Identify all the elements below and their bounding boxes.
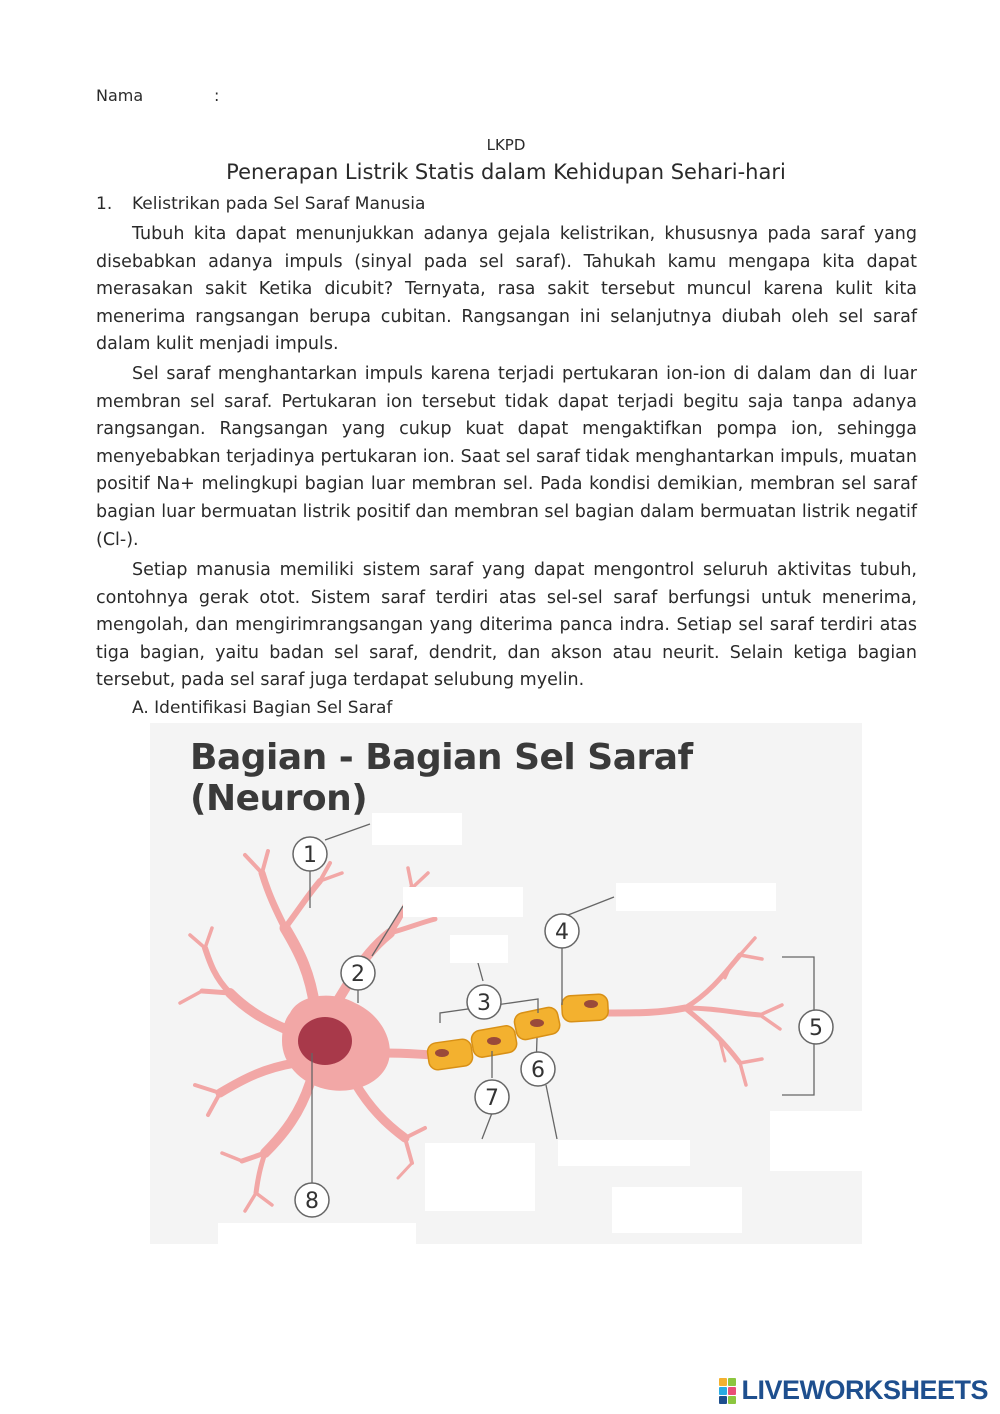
answer-box-8[interactable] — [612, 1187, 742, 1233]
label-number-3: 3 — [477, 991, 491, 1016]
paragraph-2: Sel saraf menghantarkan impuls karena terjadi pertukaran ion-ion di dalam dan di luar membran sel saraf. Pertukaran ion tersebut tidak dapat terjadi begitu saja tanpa adanya rangsangan. Rangsangan yang cukup kuat dapat mengaktifkan pompa ion, sehingga menyebabkan terjadinya pertukaran ion. Saat sel saraf tidak menghantarkan impuls, muatan positif Na+ melingkupi bagian luar membran sel. Pada kondisi demikian, membran sel saraf bagian luar bermuatan listrik positif dan membran sel bagian dalam bermuatan listrik negatif (Cl-). — [96, 364, 917, 550]
cell-body — [282, 996, 390, 1091]
myelin-sheath — [426, 994, 608, 1071]
answer-box-2[interactable] — [403, 887, 523, 917]
label-number-1: 1 — [303, 843, 317, 868]
name-colon: : — [214, 86, 220, 105]
label-number-8: 8 — [305, 1189, 319, 1214]
section-title: Kelistrikan pada Sel Saraf Manusia — [132, 194, 426, 214]
neuron-figure — [150, 723, 862, 1244]
answer-box-4[interactable] — [616, 883, 776, 911]
paragraph-3: Setiap manusia memiliki sistem saraf yang dapat mengontrol seluruh aktivitas tubuh, contohnya gerak otot. Sistem saraf terdiri atas sel-sel saraf berfungsi untuk menerima, mengolah, dan mengirimrangsangan yang diterima panca indra. Setiap sel saraf terdiri atas tiga bagian, yaitu badan sel saraf, dendrit, dan akson atau neurit. Selain ketiga bagian tersebut, pada sel saraf juga terdapat selubung myelin. — [96, 560, 917, 691]
answer-box-3[interactable] — [450, 935, 508, 963]
page-title: Penerapan Listrik Statis dalam Kehidupan Sehari-hari — [226, 160, 786, 184]
nucleus — [298, 1017, 352, 1065]
name-label: Nama — [96, 86, 144, 105]
logo-grid-icon — [719, 1378, 736, 1404]
label-number-4: 4 — [555, 920, 569, 945]
label-leader-lines — [310, 824, 814, 1183]
paragraph-1: Tubuh kita dapat menunjukkan adanya gejala kelistrikan, khususnya pada saraf yang disebabkan adanya impuls (sinyal pada sel saraf). Tahukah kamu mengapa kita dapat merasakan sakit Ketika dicubit? Ternyata, rasa sakit tersebut muncul karena kulit kita menerima rangsangan berupa cubitan. Rangsangan ini selanjutnya diubah oleh sel saraf dalam kulit menjadi impuls. — [96, 224, 917, 355]
liveworksheets-logo — [719, 1375, 988, 1406]
logo-text: LIVEWORKSHEETS — [741, 1375, 988, 1405]
label-number-7: 7 — [485, 1086, 499, 1111]
section-number: 1. — [96, 194, 113, 214]
label-number-6: 6 — [531, 1058, 545, 1083]
answer-box-5[interactable] — [770, 1111, 862, 1171]
answer-box-9[interactable] — [218, 1223, 416, 1244]
label-number-2: 2 — [351, 962, 365, 987]
document-type: LKPD — [486, 136, 526, 154]
figure-title: Bagian - Bagian Sel Saraf (Neuron) — [190, 737, 693, 819]
subsection-title: A. Identifikasi Bagian Sel Saraf — [132, 698, 393, 718]
answer-box-7[interactable] — [425, 1143, 535, 1211]
answer-box-1[interactable] — [372, 813, 462, 845]
answer-box-6[interactable] — [558, 1140, 690, 1166]
label-number-5: 5 — [809, 1016, 823, 1041]
